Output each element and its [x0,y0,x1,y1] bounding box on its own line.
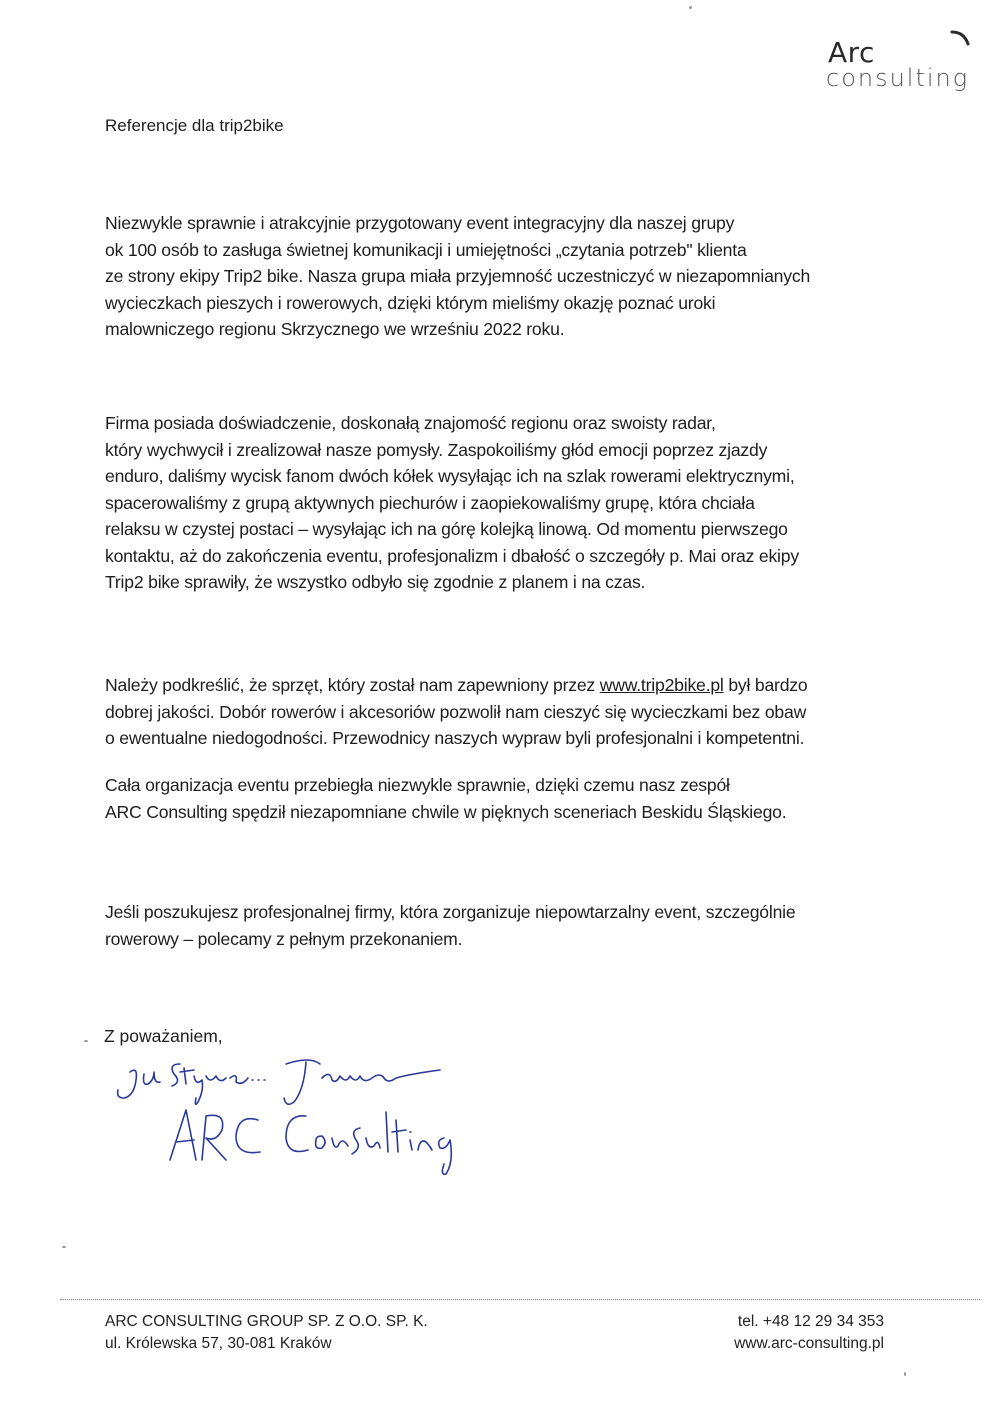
line-text: Należy podkreślić, że sprzęt, który został nam zapewniony przez [105,675,600,695]
paragraph-2 [105,410,905,596]
paragraph-line: Jeśli poszukujesz profesjonalnej firmy, która zorganizuje niepowtarzalny event, szczególnie [105,902,796,922]
logo-brand-line1: Arc [828,36,875,69]
scan-speck [84,1040,88,1042]
paragraph-3 [105,672,905,752]
footer-company-name: ARC CONSULTING GROUP SP. Z O.O. SP. K. [105,1313,428,1330]
paragraph-4 [105,772,905,825]
paragraph-line: o ewentualne niedogodności. Przewodnicy naszych wypraw byli profesjonalni i kompetentni. [105,728,805,748]
paragraph-line: który wychwycił i zrealizował nasze pomysły. Zaspokoiliśmy głód emocji poprzez zjazdy [105,439,768,460]
paragraph-line: wycieczkach pieszych i rowerowych, dzięki którym mieliśmy okazję poznać uroki [105,292,716,313]
logo-brand-line2: consulting [826,64,970,92]
footer-phone: tel. +48 12 29 34 353 [737,1313,884,1330]
logo-arc-mark-icon [948,28,978,58]
paragraph-line: spacerowaliśmy z grupą aktywnych piechurów i zaopiekowaliśmy grupę, która chciała [105,492,755,513]
paragraph-line: dobrej jakości. Dobór rowerów i akcesoriów pozwolił nam cieszyć się wycieczkami bez obaw [105,701,807,722]
scan-speck [689,6,692,9]
paragraph-line: ok 100 osób to zasługa świetnej komunikacji i umiejętności „czytania potrzeb" klienta [105,239,747,260]
paragraph-line: Firma posiada doświadczenie, doskonałą znajomość regionu oraz swoisty radar, [105,413,716,433]
handwritten-signature [110,1050,490,1180]
trip2bike-website-link[interactable]: www.trip2bike.pl [599,675,724,695]
paragraph-line: Niezwykle sprawnie i atrakcyjnie przygotowany event integracyjny dla naszej grupy [105,213,735,233]
paragraph-line [105,672,905,699]
company-logo [826,30,986,100]
paragraph-line: malowniczego regionu Skrzycznego we wrześniu 2022 roku. [105,319,565,339]
paragraph-line: Trip2 bike sprawiły, że wszystko odbyło się zgodnie z planem i na czas. [105,572,646,592]
paragraph-5 [105,899,905,952]
paragraph-1 [105,210,905,343]
letter-title: Referencje dla trip2bike [105,116,284,135]
paragraph-line: ARC Consulting spędził niezapomniane chwile w pięknych sceneriach Beskidu Śląskiego. [105,801,787,822]
paragraph-line: rowerowy – polecamy z pełnym przekonaniem. [105,928,463,949]
paragraph-line: Cała organizacja eventu przebiegła niezwykle sprawnie, dzięki czemu nasz zespół [105,775,730,795]
paragraph-line: enduro, daliśmy wycisk fanom dwóch kółek wysyłając ich na szlak rowerami elektrycznymi, [105,466,795,486]
footer-company-info [105,1311,428,1355]
paragraph-line: relaksu w czystej postaci – wysyłając ich na górę kolejką linową. Od momentu pierwszego [105,519,788,539]
line-text: był bardzo [723,675,808,695]
footer-address: ul. Królewska 57, 30-081 Kraków [105,1335,332,1352]
scan-speck [904,1372,906,1376]
closing-salutation: Z poważaniem, [104,1026,223,1046]
paragraph-line: kontaktu, aż do zakończenia eventu, profesjonalizm i dbałość o szczegóły p. Mai oraz ekipy [105,545,799,566]
paragraph-line: ze strony ekipy Trip2 bike. Nasza grupa miała przyjemność uczestniczyć w niezapomnianych [105,266,811,286]
footer-contact-info [734,1311,884,1355]
scan-speck [62,1246,66,1248]
footer-website-link[interactable]: www.arc-consulting.pl [734,1335,884,1352]
footer-divider [60,1299,980,1300]
